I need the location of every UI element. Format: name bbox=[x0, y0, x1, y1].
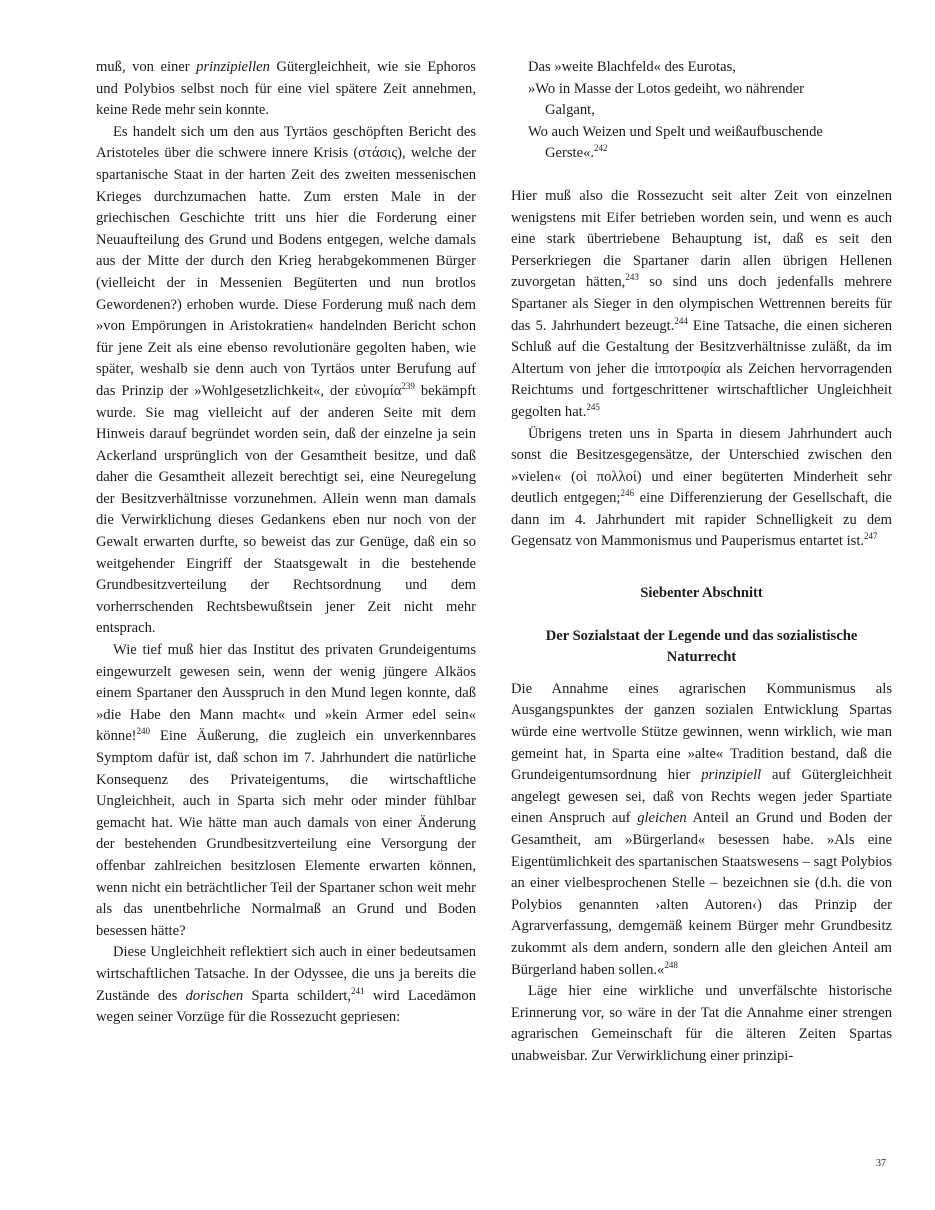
paragraph: Übrigens treten uns in Sparta in diesem Jahrhundert auch sonst die Besitzesgegensätze, der Unterschied zwischen den »vielen« (οἱ πολλοί) und einer begüterten Minderheit sehr deutlich entgegen;$^{246}$ eine Differenzierung der Gesellschaft, die dann im 4. Jahrhundert mit rapider Schnelligkeit zu dem Gegensatz von Mammonismus und Pauperismus entartet ist.$^{247}$ bbox=[511, 425, 892, 550]
chapter-title: Der Sozialstaat der Legende und das sozialistische Naturrecht bbox=[545, 627, 858, 666]
verse-line: Das »weite Blachfeld« des Eurotas, bbox=[528, 59, 736, 75]
verse-quotation bbox=[511, 57, 892, 165]
verse-line: Galgant, bbox=[545, 102, 595, 119]
paragraph: Hier muß also die Rossezucht seit alter Zeit von einzelnen wenigstens mit Eifer betrieben worden sein, und wenn es auch eine stark übertriebene Behauptung ist, daß es seit den Perserkriegen die Spartaner darin allen übrigen Hellenen zuvorgetan hätten,$^{243}$ so sind uns doch jedenfalls mehrere Spartaner als Sieger in den olympischen Wettrennen bereits für das 5. Jahrhundert bezeugt.$^{244}$ Eine Tatsache, die einen sicheren Schluß auf die Gestaltung der Besitzverhältnisse zuläßt, da im Altertum von jeher die ἱπποτροφία als Zeichen hervorragenden Reichtums und fortgeschrittener wirtschaftlicher Ungleichheit gegolten hat.$^{245}$ bbox=[511, 187, 893, 420]
paragraph: Es handelt sich um den aus Tyrtäos geschöpften Bericht des Aristoteles über die schwere innere Krisis (στάσις), welche der spartanische Staat in der harten Zeit des zweiten messenischen Krieges durchzumachen hatte. Zum ersten Male in der griechischen Geschichte tritt uns hier die Forderung einer Neuaufteilung des Grund und Bodens entgegen, welche damals aus der Mitte der durch den Krieg herabgekommenen Bürger (vielleicht der in Messenien Begüterten und nun brotlos Gewordenen?) erhoben wurde. Diese Forderung muß nach dem »von Empörungen in Aristokratien« handelnden Bericht schon für jene Zeit als eine ebenso revolutionäre gegolten haben, wie später, weshalb sie denn auch von Tyrtäos unter Berufung auf das Prinzip der »Wohlgesetzlichkeit«, der εὐνομία$^{239}$ bekämpft wurde. Sie mag vielleicht auf der anderen Seite mit dem Hinweis darauf begründet worden sein, daß der einzelne ja sein Ackerland ursprünglich von der Gesamtheit besitze, und daß daher die Gesamtheit allezeit berechtigt sei, eine Neuregelung der Besitzverhältnisse vorzunehmen. Allein wenn man damals die Verwirklichung dieses Gedankens eben nur noch von der Gewalt erwarten durfte, so beweist das zur Genüge, daß ein so weitgehender Eingriff der Staatsgewalt in die bestehende Grundbesitzverteilung der Rechtsordnung und dem vorherrschenden Rechtsbewußtsein jener Zeit nicht mehr entsprach. bbox=[96, 123, 476, 637]
paragraph: Läge hier eine wirkliche und unverfälschte historische Erinnerung vor, so wäre in der Tat die Annahme einer strengen agrarischen Gemeinschaft für die älteren Zeiten Spartas unabweisbar. Zur Verwirklichung einer prinzipi- bbox=[511, 983, 892, 1064]
page-number: 37 bbox=[876, 1158, 886, 1169]
footnote-ref[interactable]: 247 bbox=[864, 531, 878, 542]
verse-line: Gerste«.$^{242}$ bbox=[545, 143, 608, 162]
paragraph: Diese Ungleichheit reflektiert sich auch in einer bedeutsamen wirtschaftlichen Tatsache. In der Odyssee, die uns ja bereits die Zustände des dorischen Sparta schildert,$^{241}$ wird Lacedämon wegen seiner Vorzüge für die Rossezucht gepriesen: bbox=[96, 944, 476, 1026]
paragraph: Wie tief muß hier das Institut des privaten Grundeigentums eingewurzelt gewesen sein, wenn der wenig jüngere Alkäos einem Spartaner den Ausspruch in den Mund legen konnte, daß »die Habe den Mann macht« und »kein Armer edel sein« könne!$^{240}$ Eine Äußerung, die zugleich ein unverkennbares Symptom dafür ist, daß schon im 7. Jahrhundert die natürliche Konsequenz des Privateigentums, die wirtschaftliche Ungleichheit, auch in Sparta sich mehr oder minder fühlbar gemacht hat. Wie hätte man auch damals von einer Änderung der bestehenden Grundbesitzverteilung eine Versorgung der offenbar zahlreichen besitzlosen Elemente erwarten können, wenn nicht ein beträchtlicher Teil der Spartaner schon weit mehr als das unentbehrliche Normalmaß an Grund und Boden besessen hätte? bbox=[96, 642, 476, 939]
footnote-ref[interactable]: 241 bbox=[351, 985, 365, 996]
verse-line: Wo auch Weizen und Spelt und weißaufbuschende bbox=[528, 123, 823, 140]
left-column bbox=[96, 57, 476, 1029]
section-heading: Siebenter Abschnitt bbox=[640, 585, 763, 602]
paragraph: Die Annahme eines agrarischen Kommunismus als Ausgangspunktes der ganzen sozialen Entwicklung Spartas würde eine wertvolle Stütze gewinnen, wenn wirklich, wie man gemeint hat, in Sparta eine »alte« Tradition bestand, daß die Grundeigentumsordnung hier prinzipiell auf Gütergleichheit angelegt gewesen sei, daß von Rechts wegen jeder Spartiate einen Anspruch auf gleichen Anteil an Grund und Boden der Gesamtheit, am »Bürgerland« besessen habe. »Als eine Eigentümlichkeit des spartanischen Staatswesens – sagt Polybios an einer vielbesprochenen Stelle – bezeichnen sie (d.h. die von Polybios genannten ›alten Autoren‹) das Prinzip der Agrarverfassung, demgemäß keinem Bürger mehr Grundbesitz zukommt als dem andern, sondern alle den gleichen Anteil am Bürgerland haben sollen.«$^{248}$ bbox=[511, 680, 892, 978]
verse-line: »Wo in Masse der Lotos gedeiht, wo nährender bbox=[528, 80, 805, 97]
footnote-ref[interactable]: 240 bbox=[136, 726, 151, 737]
right-column bbox=[511, 57, 892, 1068]
footnote-ref[interactable]: 245 bbox=[586, 401, 600, 412]
footnote-ref[interactable]: 242 bbox=[594, 143, 608, 154]
footnote-ref[interactable]: 248 bbox=[664, 959, 678, 970]
footnote-ref[interactable]: 246 bbox=[620, 488, 634, 499]
footnote-ref[interactable]: 243 bbox=[625, 272, 639, 283]
footnote-ref[interactable]: 244 bbox=[674, 315, 688, 326]
paragraph: muß, von einer prinzipiellen Gütergleichheit, wie sie Ephoros und Polybios selbst noch für eine viel spätere Zeit annehmen, keine Rede mehr sein konnte. bbox=[96, 59, 476, 119]
footnote-ref[interactable]: 239 bbox=[401, 380, 415, 391]
